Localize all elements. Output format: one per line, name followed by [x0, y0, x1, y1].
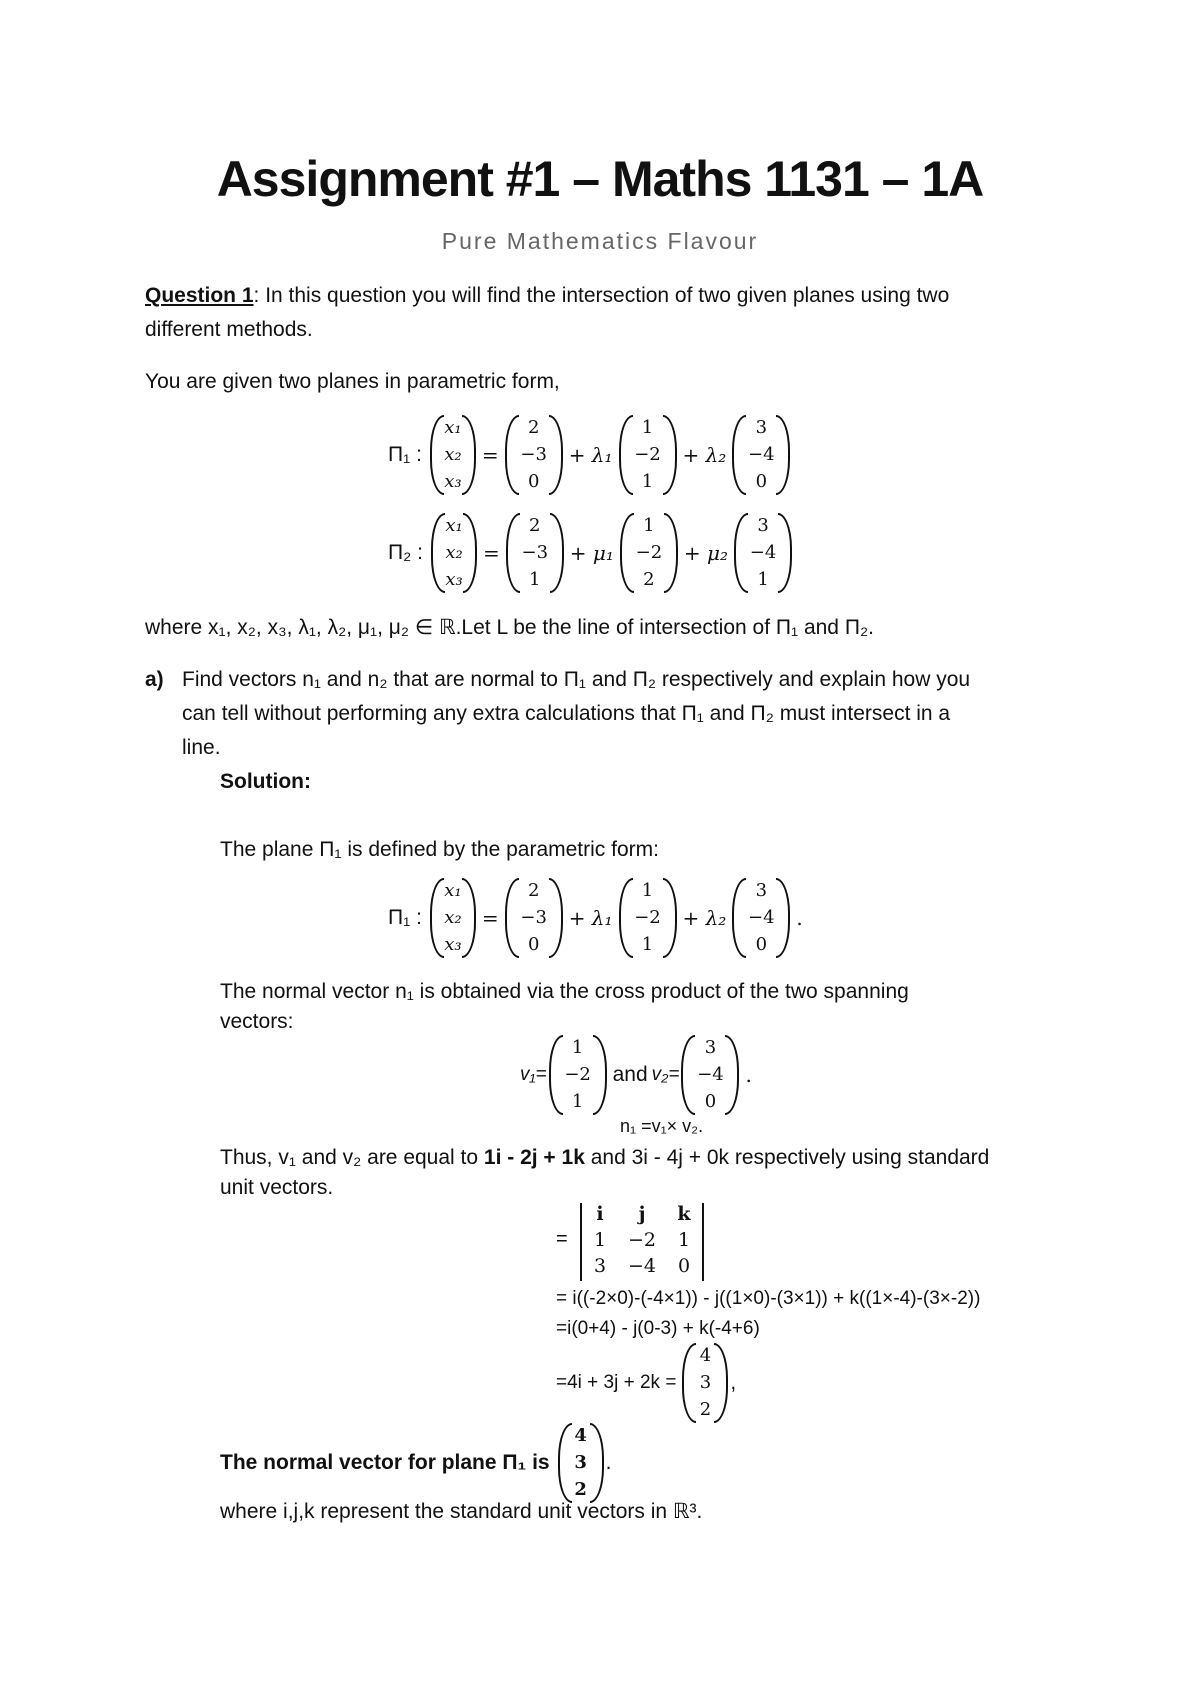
page-subtitle: Pure Mathematics Flavour — [441, 228, 759, 254]
x-vector: x₁ x₂ x₃ — [431, 513, 477, 593]
question-intro-text: : In this question you will find the intersection of two given planes using two — [253, 284, 950, 307]
plane2-point-vector: 2 −3 1 — [506, 513, 564, 593]
v2-vector: 3 −4 0 — [681, 1035, 739, 1115]
normal-vector-conclusion: The normal vector for plane Π₁ is 4 3 2 . — [220, 1423, 611, 1503]
plane-definition-text: The plane Π₁ is defined by the parametric form: — [220, 838, 659, 861]
calculation-result: =4i + 3j + 2k = 4 3 2 , — [556, 1343, 736, 1423]
unit-vectors-definition: where i,j,k represent the standard unit vectors in ℝ³. — [220, 1500, 703, 1523]
plane2-equation: Π₂ : x₁ x₂ x₃ = 2 −3 1 + μ₁ 1 −2 2 + μ₂ 3 −4 1 — [388, 513, 794, 593]
question-intro-line2: different methods. — [145, 318, 313, 341]
v1-label: v₁= — [520, 1064, 547, 1085]
normal-line1: The normal vector n₁ is obtained via the cross product of the two spanning — [220, 980, 909, 1003]
plane1-point-vector: 2 −3 0 — [505, 415, 563, 495]
given-text: You are given two planes in parametric form, — [145, 370, 560, 393]
plane2-direction1-vector: 1 −2 2 — [620, 513, 678, 593]
plane1-equation-repeat: Π₁ : x₁ x₂ x₃ = 2 −3 0 + λ₁ 1 −2 1 + λ₂ 3 −4 0 . — [388, 878, 807, 958]
unit-vectors-text: unit vectors. — [220, 1176, 334, 1199]
calculation-step1: = i((-2×0)-(-4×1)) - j((1×0)-(3×1)) + k((1×-4)-(3×-2)) — [556, 1288, 981, 1309]
part-a-label: a) — [145, 668, 164, 691]
v1-unit-form: 1i - 2j + 1k — [483, 1146, 585, 1169]
where-line: where x₁, x₂, x₃, λ₁, λ₂, μ₁, μ₂ ∈ ℝ.Let L be the line of intersection of Π₁ and Π₂. — [145, 616, 874, 639]
plane1-label: Π₁ : — [388, 906, 422, 929]
page-title: Assignment #1 – Maths 1131 – 1A — [216, 151, 984, 207]
plane1-label: Π₁ : — [388, 443, 422, 466]
question-intro — [145, 282, 949, 310]
plane1-equation: Π₁ : x₁ x₂ x₃ = 2 −3 0 + λ₁ 1 −2 1 + λ₂ 3 −4 0 — [388, 415, 792, 495]
n1-vector: 4 3 2 — [682, 1343, 728, 1423]
plane2-label: Π₂ : — [388, 541, 423, 564]
v2-label: v₂= — [651, 1064, 680, 1085]
plane1-direction2-vector: 3 −4 0 — [732, 878, 790, 958]
plane1-direction2-vector: 3 −4 0 — [732, 415, 790, 495]
n1-result-vector: 4 3 2 — [558, 1423, 604, 1503]
question-label: Question 1 — [145, 284, 254, 307]
plane1-direction1-vector: 1 −2 1 — [619, 878, 677, 958]
x-vector: x₁ x₂ x₃ — [430, 415, 476, 495]
plane2-direction2-vector: 3 −4 1 — [734, 513, 792, 593]
v1-vector: 1 −2 1 — [549, 1035, 607, 1115]
part-a-line2: can tell without performing any extra calculations that Π₁ and Π₂ must intersect in a — [182, 702, 951, 725]
calculation-step2: =i(0+4) - j(0-3) + k(-4+6) — [556, 1318, 760, 1339]
determinant-matrix: i j k 1 −2 1 3 −4 0 — [580, 1203, 704, 1281]
cross-product-definition: n₁ =v₁× v₂. — [620, 1116, 704, 1136]
normal-line2: vectors: — [220, 1010, 294, 1033]
solution-label: Solution: — [220, 770, 311, 793]
x-vector: x₁ x₂ x₃ — [430, 878, 476, 958]
plane1-direction1-vector: 1 −2 1 — [619, 415, 677, 495]
and-label: and — [612, 1063, 648, 1086]
determinant-equals: = — [556, 1228, 568, 1250]
spanning-vectors: v₁= 1 −2 1 and v₂= 3 −4 0 . — [520, 1035, 756, 1115]
v2-unit-form: and 3i - 4j + 0k — [584, 1146, 730, 1169]
plane1-point-vector: 2 −3 0 — [505, 878, 563, 958]
part-a-line3: line. — [182, 736, 221, 759]
thus-line: Thus, v₁ and v₂ are equal to 1i - 2j + 1k and 3i - 4j + 0k respectively using standard — [220, 1146, 990, 1169]
part-a-line1: Find vectors n₁ and n₂ that are normal to Π₁ and Π₂ respectively and explain how you — [182, 668, 971, 691]
